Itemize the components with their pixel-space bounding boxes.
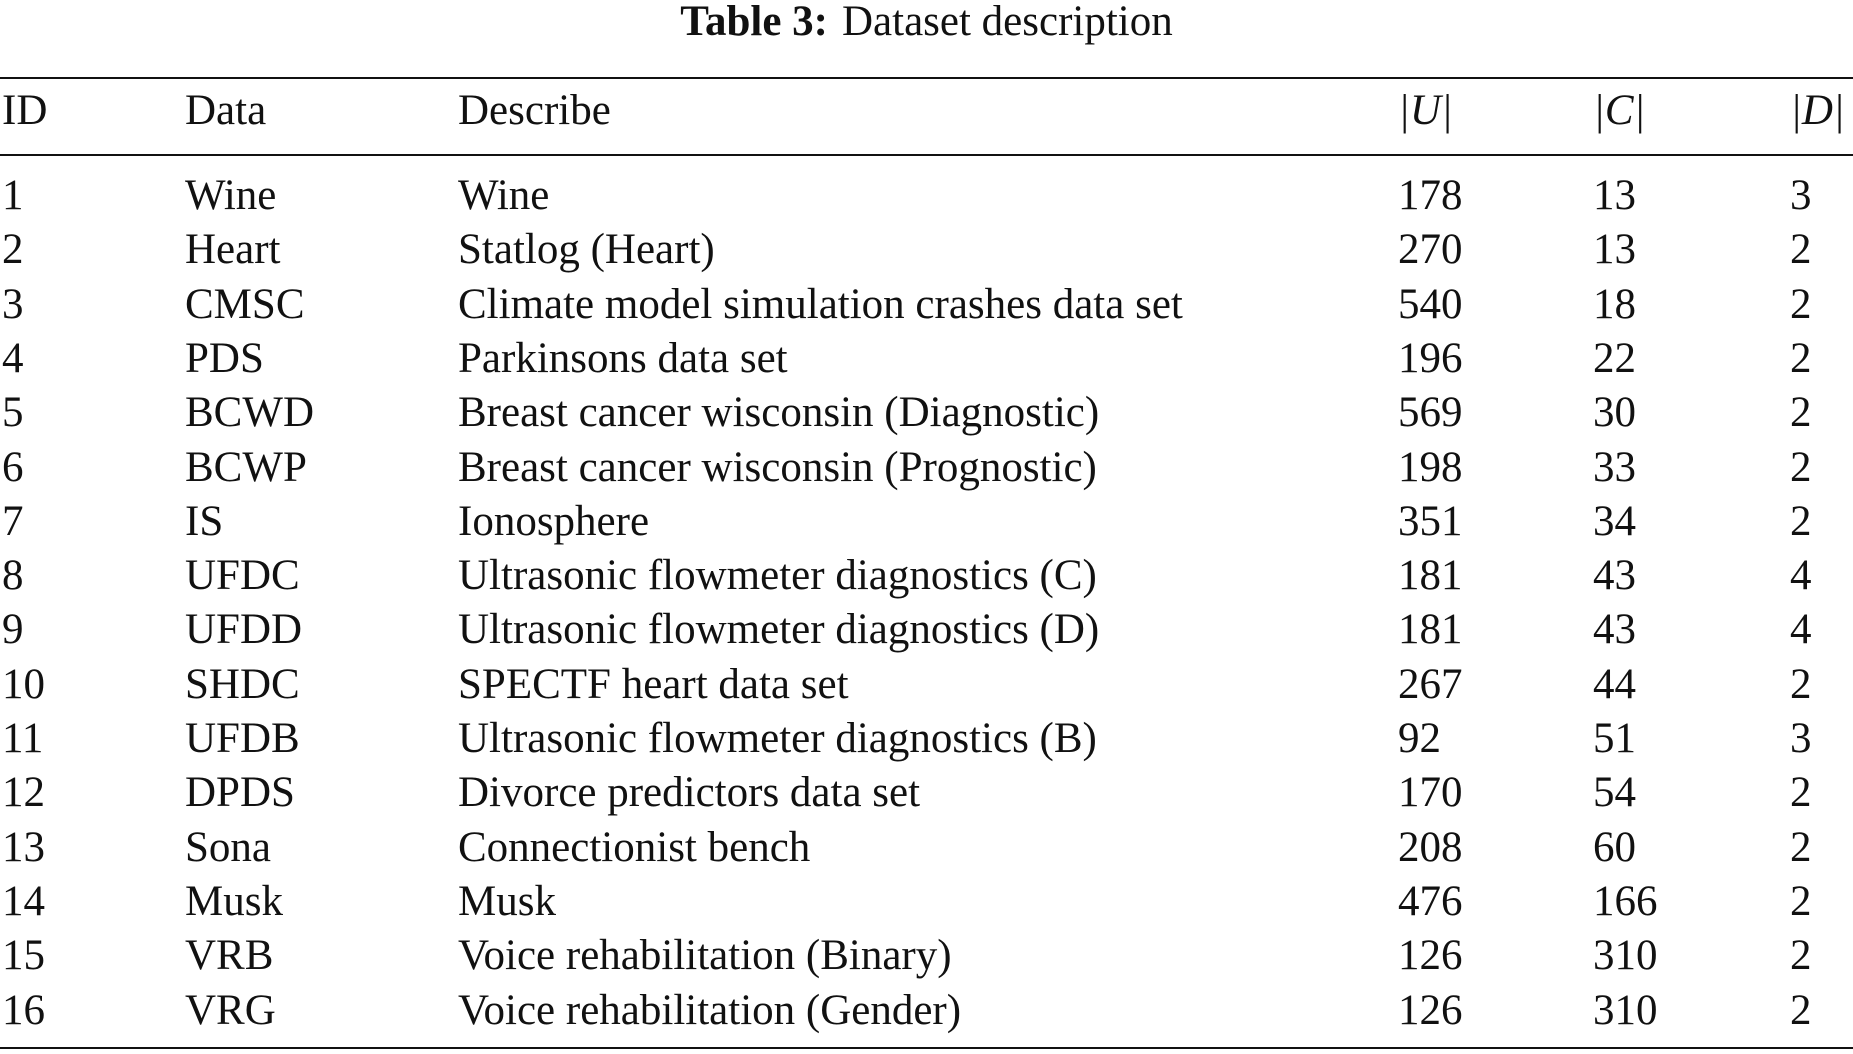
cell-id: 7 xyxy=(2,497,24,545)
cell-describe: Connectionist bench xyxy=(458,823,811,871)
cell-d: 2 xyxy=(1790,823,1812,871)
cell-c: 34 xyxy=(1593,497,1636,545)
cell-u: 569 xyxy=(1398,389,1463,437)
table-row xyxy=(0,929,1853,983)
cell-id: 10 xyxy=(2,660,45,708)
cell-d: 2 xyxy=(1790,986,1812,1034)
cell-id: 4 xyxy=(2,334,24,382)
cell-id: 5 xyxy=(2,389,24,437)
cell-data: Sona xyxy=(185,823,271,871)
cell-describe: SPECTF heart data set xyxy=(458,660,849,708)
cell-data: BCWP xyxy=(185,443,307,491)
cell-c: 22 xyxy=(1593,334,1636,382)
cell-describe: Breast cancer wisconsin (Diagnostic) xyxy=(458,389,1100,437)
cell-c: 33 xyxy=(1593,443,1636,491)
cell-d: 4 xyxy=(1790,552,1812,600)
cell-u: 540 xyxy=(1398,280,1463,328)
cell-u: 170 xyxy=(1398,769,1463,817)
cell-describe: Voice rehabilitation (Gender) xyxy=(458,986,962,1034)
cell-c: 43 xyxy=(1593,552,1636,600)
cell-data: DPDS xyxy=(185,769,295,817)
cell-describe: Statlog (Heart) xyxy=(458,226,715,274)
cell-d: 2 xyxy=(1790,932,1812,980)
top-rule xyxy=(0,77,1853,79)
table-row xyxy=(0,495,1853,549)
cell-c: 54 xyxy=(1593,769,1636,817)
cell-id: 13 xyxy=(2,823,45,871)
table-row xyxy=(0,712,1853,766)
cell-u: 181 xyxy=(1398,606,1463,654)
cell-u: 92 xyxy=(1398,715,1441,762)
cell-id: 8 xyxy=(2,552,24,600)
cell-describe: Breast cancer wisconsin (Prognostic) xyxy=(458,443,1097,491)
cell-u: 196 xyxy=(1398,334,1463,382)
cell-d: 3 xyxy=(1790,715,1812,762)
cell-c: 166 xyxy=(1593,877,1658,925)
cell-describe: Climate model simulation crashes data set xyxy=(458,280,1183,328)
cell-u: 351 xyxy=(1398,497,1463,545)
cell-u: 267 xyxy=(1398,660,1463,708)
cell-u: 208 xyxy=(1398,823,1463,871)
cell-data: IS xyxy=(185,497,224,545)
cell-id: 3 xyxy=(2,280,24,328)
cell-c: 44 xyxy=(1593,660,1636,708)
cell-d: 2 xyxy=(1790,334,1812,382)
caption-label: Table 3: xyxy=(680,0,828,45)
cell-id: 2 xyxy=(2,226,24,274)
cell-data: CMSC xyxy=(185,280,305,328)
cell-id: 14 xyxy=(2,877,45,925)
cell-u: 198 xyxy=(1398,443,1463,491)
table-row xyxy=(0,821,1853,875)
cell-d: 2 xyxy=(1790,877,1812,925)
table-row xyxy=(0,441,1853,495)
cell-describe: Divorce predictors data set xyxy=(458,769,921,817)
cell-d: 2 xyxy=(1790,226,1812,274)
cell-data: VRG xyxy=(185,986,276,1034)
cell-data: PDS xyxy=(185,334,264,382)
header-id: ID xyxy=(2,87,48,134)
cell-describe: Ultrasonic flowmeter diagnostics (C) xyxy=(458,552,1097,600)
cell-d: 4 xyxy=(1790,606,1812,654)
bottom-rule xyxy=(0,1047,1853,1049)
table-row xyxy=(0,386,1853,440)
cell-u: 476 xyxy=(1398,877,1463,925)
cell-id: 11 xyxy=(2,715,44,762)
cell-id: 9 xyxy=(2,606,24,654)
cell-d: 3 xyxy=(1790,172,1812,219)
cell-id: 15 xyxy=(2,932,45,980)
cell-data: UFDD xyxy=(185,606,303,654)
header-c: |C| xyxy=(1593,87,1646,134)
cell-data: Heart xyxy=(185,226,281,274)
caption-text: Dataset description xyxy=(841,0,1173,45)
cell-c: 18 xyxy=(1593,280,1636,328)
cell-u: 178 xyxy=(1398,172,1463,219)
cell-d: 2 xyxy=(1790,769,1812,817)
table-row xyxy=(0,549,1853,603)
cell-data: VRB xyxy=(185,932,274,980)
cell-describe: Wine xyxy=(458,172,550,219)
cell-describe: Voice rehabilitation (Binary) xyxy=(458,932,952,980)
cell-d: 2 xyxy=(1790,443,1812,491)
table-row xyxy=(0,169,1853,223)
cell-u: 126 xyxy=(1398,932,1463,980)
cell-u: 270 xyxy=(1398,226,1463,274)
cell-data: BCWD xyxy=(185,389,314,437)
table-row xyxy=(0,223,1853,277)
table-row xyxy=(0,658,1853,712)
cell-d: 2 xyxy=(1790,497,1812,545)
cell-data: UFDB xyxy=(185,715,300,762)
cell-describe: Ultrasonic flowmeter diagnostics (D) xyxy=(458,606,1100,654)
cell-data: UFDC xyxy=(185,552,300,600)
cell-data: Musk xyxy=(185,877,283,925)
cell-data: SHDC xyxy=(185,660,300,708)
header-data: Data xyxy=(185,87,267,134)
cell-u: 126 xyxy=(1398,986,1463,1034)
cell-describe: Musk xyxy=(458,877,556,925)
cell-data: Wine xyxy=(185,172,277,219)
table-caption xyxy=(0,0,1853,44)
table-row xyxy=(0,875,1853,929)
cell-c: 43 xyxy=(1593,606,1636,654)
cell-d: 2 xyxy=(1790,280,1812,328)
cell-c: 51 xyxy=(1593,715,1636,762)
cell-id: 12 xyxy=(2,769,45,817)
cell-d: 2 xyxy=(1790,389,1812,437)
header-u: |U| xyxy=(1398,87,1453,134)
cell-c: 30 xyxy=(1593,389,1636,437)
cell-id: 16 xyxy=(2,986,45,1034)
table-row xyxy=(0,332,1853,386)
cell-d: 2 xyxy=(1790,660,1812,708)
table-row xyxy=(0,278,1853,332)
cell-id: 6 xyxy=(2,443,24,491)
header-d: |D| xyxy=(1790,87,1845,134)
cell-u: 181 xyxy=(1398,552,1463,600)
cell-id: 1 xyxy=(2,172,24,219)
header-describe: Describe xyxy=(458,87,611,134)
table-row xyxy=(0,603,1853,657)
table-row xyxy=(0,766,1853,820)
cell-c: 60 xyxy=(1593,823,1636,871)
cell-describe: Parkinsons data set xyxy=(458,334,788,382)
cell-c: 310 xyxy=(1593,986,1658,1034)
cell-c: 310 xyxy=(1593,932,1658,980)
table-row xyxy=(0,984,1853,1038)
table-header-row xyxy=(0,84,1853,138)
cell-c: 13 xyxy=(1593,172,1636,219)
cell-describe: Ionosphere xyxy=(458,497,650,545)
cell-describe: Ultrasonic flowmeter diagnostics (B) xyxy=(458,715,1097,762)
cell-c: 13 xyxy=(1593,226,1636,274)
header-rule xyxy=(0,154,1853,156)
